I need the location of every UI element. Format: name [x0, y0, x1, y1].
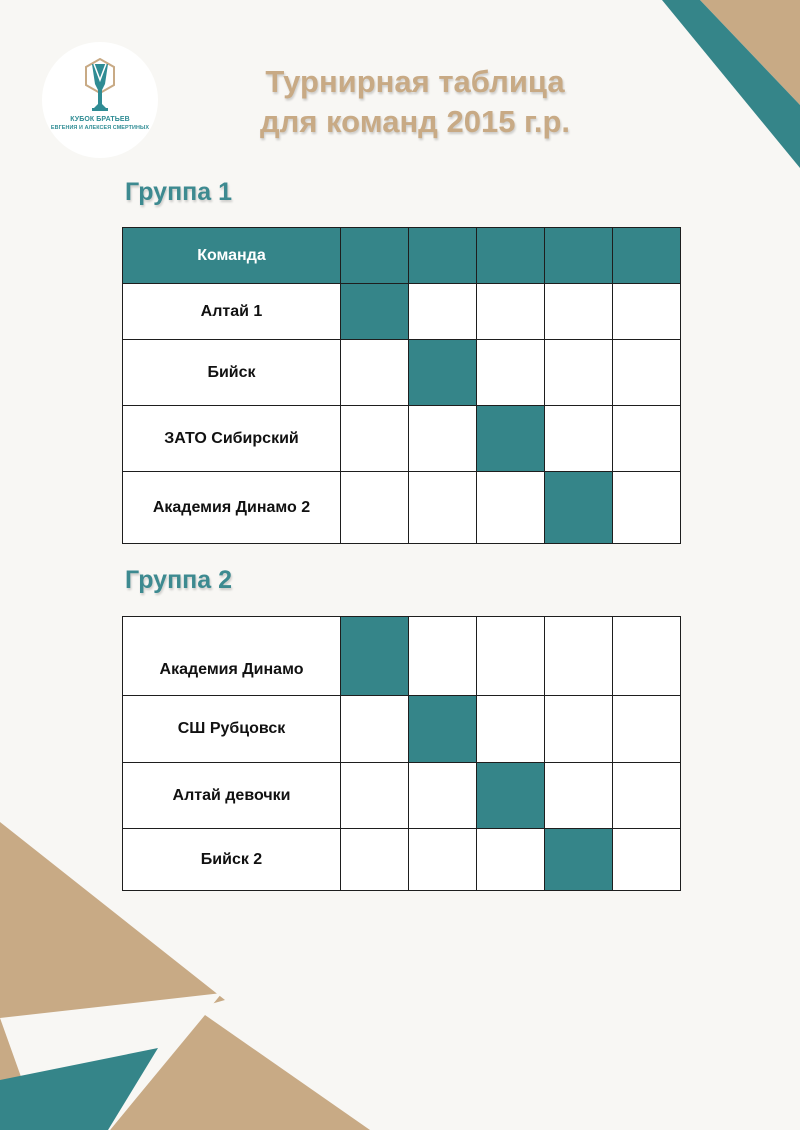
table-row [123, 829, 681, 891]
team-name: Бийск [123, 340, 341, 406]
self-match-cell [477, 406, 545, 472]
score-cell [409, 284, 477, 340]
team-column-header: Команда [123, 228, 341, 284]
self-match-cell [477, 763, 545, 829]
score-cell [341, 763, 409, 829]
self-match-cell [341, 617, 409, 696]
score-cell [341, 406, 409, 472]
cup-logo [42, 42, 158, 158]
self-match-cell [409, 340, 477, 406]
score-cell [613, 340, 681, 406]
team-name: ЗАТО Сибирский [123, 406, 341, 472]
score-cell [613, 617, 681, 696]
table-row [123, 617, 681, 696]
score-cell [613, 696, 681, 763]
table-row [123, 284, 681, 340]
score-cell [409, 829, 477, 891]
page-title-line2: для команд 2015 г.р. [259, 104, 571, 139]
score-cell [613, 763, 681, 829]
team-name: СШ Рубцовск [123, 696, 341, 763]
table-row [123, 340, 681, 406]
logo-text-line1: КУБОК БРАТЬЕВ [70, 116, 130, 123]
group1-header-row [123, 228, 681, 284]
score-cell [613, 284, 681, 340]
score-cell [477, 284, 545, 340]
score-cell [341, 472, 409, 544]
team-name: Алтай девочки [123, 763, 341, 829]
score-cell [545, 284, 613, 340]
score-cell [477, 472, 545, 544]
score-cell [545, 696, 613, 763]
score-cell [545, 617, 613, 696]
score-cell [545, 406, 613, 472]
team-name: Академия Динамо [123, 617, 341, 696]
header-cell [341, 228, 409, 284]
score-cell [409, 617, 477, 696]
team-name: Академия Динамо 2 [123, 472, 341, 544]
score-cell [477, 617, 545, 696]
score-cell [613, 472, 681, 544]
page-title [180, 62, 650, 142]
score-cell [477, 696, 545, 763]
self-match-cell [409, 696, 477, 763]
logo-text-line2: ЕВГЕНИЯ И АЛЕКСЕЯ СМЕРТИНЫХ [50, 125, 150, 131]
score-cell [341, 340, 409, 406]
header-cell [545, 228, 613, 284]
group2-table [122, 616, 681, 891]
score-cell [409, 406, 477, 472]
team-name: Бийск 2 [123, 829, 341, 891]
score-cell [409, 763, 477, 829]
score-cell [613, 406, 681, 472]
page-title-line1: Турнирная таблица [265, 64, 565, 99]
table-row [123, 472, 681, 544]
score-cell [477, 829, 545, 891]
table-row [123, 696, 681, 763]
group1-title: Группа 1 [125, 178, 233, 206]
table-row [123, 763, 681, 829]
group1-table [122, 227, 681, 544]
score-cell [545, 340, 613, 406]
team-name: Алтай 1 [123, 284, 341, 340]
score-cell [341, 829, 409, 891]
self-match-cell [341, 284, 409, 340]
score-cell [409, 472, 477, 544]
score-cell [341, 696, 409, 763]
header-cell [613, 228, 681, 284]
header-cell [409, 228, 477, 284]
self-match-cell [545, 472, 613, 544]
self-match-cell [545, 829, 613, 891]
table-row [123, 406, 681, 472]
score-cell [477, 340, 545, 406]
trophy-icon [84, 58, 116, 114]
group2-title: Группа 2 [125, 566, 233, 594]
header-cell [477, 228, 545, 284]
score-cell [545, 763, 613, 829]
score-cell [613, 829, 681, 891]
